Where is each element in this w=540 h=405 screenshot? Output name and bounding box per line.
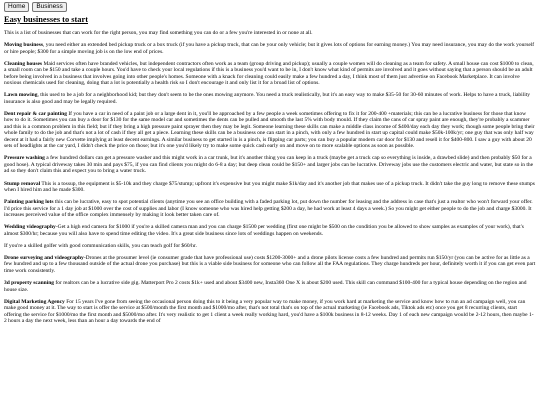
page-title: Easy businesses to start	[4, 15, 88, 24]
section-body: , you need either an extended bed pickup truck or a box truck (if you have a pickup truck, that can be your only vehicle; but it gives lots of options for earning money.) You may need insurance, you may do the work yourself or hire people; $300 for a simple moving job is on the low end of prices.	[4, 42, 535, 55]
section-heading: Stump removal	[4, 180, 41, 187]
section-body: a few hundred dollars can get a pressure washer and this might work in a car trunk, but it's another thing you can keep in a truck (maybe get a truck cap so everything is inside, a drawbed slide) and then probably $50 for a good hose). A typical driveway takes 30 min and pays $75, if you can find clients you might do 6-8 a day; but deep clean could be $150+ and larger jobs can be lucrative. Driveway jobs use the customers electric and water, but state so in the ad so they don't claim this and expect you to bring a water truck.	[4, 155, 534, 175]
section-drone	[4, 255, 536, 275]
section-body: , this used to be a job for a neighborhood kid; but they don't seem to be the ones mowing anymore. You need a truck realistically, but it's an easy way to make $35-50 for 30-60 minutes of work. Helps to have a truck, liability insurance is also good and may be legally required.	[4, 92, 531, 105]
section-body: -Get a high end camera for $1000 if you're a skilled camera man and you can charge $1500 per wedding (first one might be $500 on the condition you be allowed to show samples as examples of your work), that's almost $300/hr; because you will also have to spend time editing the video. It's a great side business since lots of weddings happen on weekends.	[4, 224, 524, 237]
section-3d-scanning	[4, 280, 536, 293]
section-body: This is a tossup, the equipment is $5-10k and they charge $75/stump; upfront it's expensive but you might make $1k/day and it's another job that makes use of a pickup truck. It didn't take the guy long to remove these stumps when I hired him and he made $300.	[4, 180, 535, 194]
section-heading: Dent repair & car painting	[4, 110, 67, 117]
section-heading: Drone surveying and videography	[4, 254, 84, 261]
section-heading: 3d property scanning	[4, 280, 55, 287]
intro-paragraph: This is a list of businesses that can work for the right person, you may find something you can do or a few you're interested in or none at all.	[4, 30, 313, 36]
section-heading: Lawn mowing	[4, 92, 38, 99]
section-body: for realtors can be a lucrative side gig. Matterport Pro 2 costs $1k+ used and about $3400 new, Insta360 One X is about $200 used. This skill can command $100-400 for a typical house depending on the region and house size.	[4, 280, 527, 293]
business-button[interactable]: Business	[32, 2, 66, 12]
section-dent-repair	[4, 111, 536, 150]
section-lawn-mowing	[4, 92, 536, 105]
section-wedding-videography	[4, 224, 536, 237]
section-heading: Digital Marketing Agency	[4, 298, 65, 305]
section-heading: Pressure washing	[4, 155, 45, 162]
section-moving	[4, 42, 536, 55]
section-heading: Cleaning houses	[4, 60, 43, 67]
section-body: -Drones at the prosumer level (ie consumer grade that have professional use) costs $1200-3000+ and a drone pilots license costs a few hundred and permits run $150/yr (you can be active for as little as a few hundred and up to a few thousand outside of the actual drone you purchase) but this is a viable side business for someone who can follow all the FAA regulations. They charge hundreds per hour, definitely worth it if you can get even part time work consistently.	[4, 254, 536, 274]
section-body: this can be lucrative, easy to spot potential clients (anytime you see an office building with a faded parking lot, put down the number for leasing and the address in case that's just a realtor who won't forward your offer. I'd price this service for a 1 day job at $1000 over the cost of supplies and labor (I know someone who was hired help getting $200 a day, he had work at least 4 days a week.) So you might get either people to do the job and charge $3000. It increases perceived value of the office complex immensely by making it look better taken care of.	[4, 199, 533, 219]
section-body: For 15 years I've gone from seeing the occasional person doing this to it being a very popular way to make money, if you work hard at marketing the service and know how to run an ad campaign well, you can make good money at it. The way to start is offer the service at $500/month the first month and $1000/mo after, that's not total that's on top of the actual marketing (ie Facebook ads, Tiktok ads etc) once you get 8 recurring clients, start offering the service for $1000/mo the first month and $5000/mo after. It's very realistic to get 1 client a week really working hard, you'd have a $100k business in 8-12 weeks. Day 1 of each new campaign would be 2-12 hours, then maybe 1-2 hours a day the next week, less than an hour a day towards the end of	[4, 298, 534, 325]
section-heading: Wedding videography	[4, 224, 56, 231]
section-parking-lots	[4, 199, 536, 219]
section-golf	[4, 243, 536, 250]
section-cleaning	[4, 61, 536, 87]
section-stump-removal	[4, 181, 536, 194]
section-digital-marketing	[4, 299, 536, 325]
section-body: If you're a skilled golfer with good communication skills, you can teach golf for $60/hr.	[4, 242, 197, 249]
section-body: If you have a car in need of a paint job or a large dent in it, you'll be approached by a few people a week sometimes offering to fix it for 200-400 +materials; this can be a lucrative business for those that know how to do it. Sometimes you can buy a door for $130 for the same model car and sometimes the dents can be pulled and smooth the last 5% with body mould. If they claim the cans of car spray paint are enough, they're probably a scammer and this is a common problem in this field; but if they bring a high pressure paint sprayer then they may be legit. Someone learning these skills can make a middle class income of $400/day each day they work; though some people bring their whole family to do the job and that's not a lot of cash if they all get a piece. Learning these skills can be a business one can start in a pinch, with only a few hundred in start up capital could make $50k-100k/yr; one guy that was only half way decent at it had a fairly new Corvette implying at least decent earnings. A similar business to get started in is a pinch, is flipping car parts; you can buy a popular modern car door for $130 and resell it for $400-800. I saw a guy with about 20 sets of headlights at the car yard, I didn't check the price on those; but it's one you'd likely try to make some quick cash early on and move on to more scalable options as soon as possible.	[4, 110, 535, 150]
section-body: Maid services often have branded vehicles, but independent contractors often work as a team (group driving and pickup); usually a couple women will do cleaning as a team for safety. A small house can cost $1000 to clean, a small room can be $150 and take a couple hours. You'd have to check your local regulations if this is a business you'd want to be in, I don't know what kind of permits are involved and it goes without saying that a person should be an adult before being involved in a business that involves going into other people's homes. Someone with a knack for cleaning could easily make a few hundred a day, I think most of them just advertise on Facebook Marketplace. It can involve noxious chemicals used for cleaning, doing that a lot is potentially a health risk so I don't encourage it and only list it for a broad list of options.	[4, 60, 534, 87]
section-pressure-washing	[4, 155, 536, 175]
home-button[interactable]: Home	[4, 2, 29, 12]
section-heading: Painting parking lots	[4, 199, 54, 206]
section-heading: Moving business	[4, 42, 43, 49]
top-nav	[4, 2, 536, 12]
